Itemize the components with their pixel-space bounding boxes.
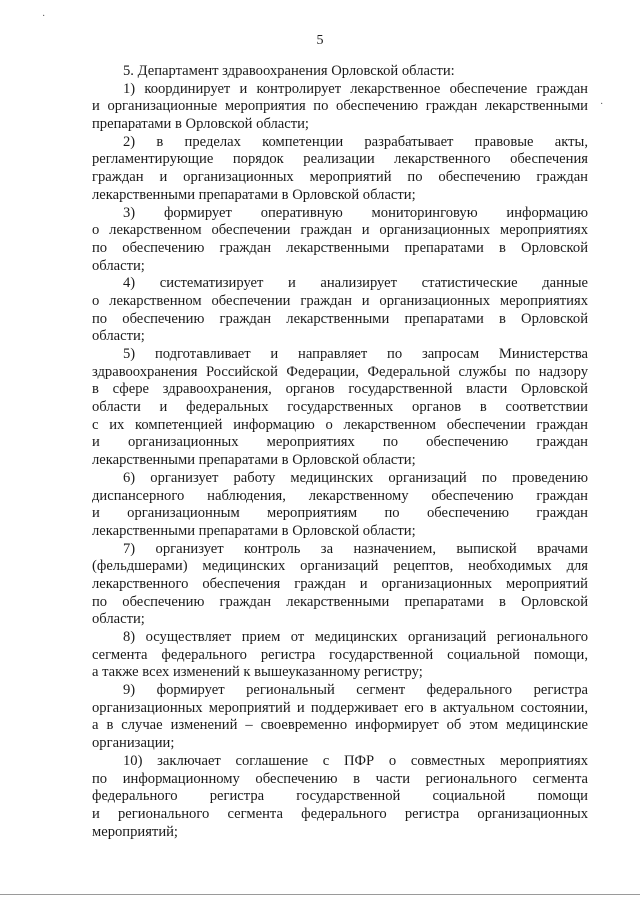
paragraph-line: и организационных мероприятиях по обеспечению граждан [92,434,588,451]
paragraph-line: и организационные мероприятия по обеспечению граждан лекарственными [92,98,588,115]
paragraph-line: граждан и организационных мероприятий по обеспечению граждан [92,169,588,186]
paragraph-line: лекарственными препаратами в Орловской области; [92,522,416,539]
paragraph [92,275,588,346]
paragraph-line: (фельдшерами) медицинских организаций рецептов, необходимых для [92,558,588,575]
paragraph [92,470,588,541]
paragraph [92,629,588,682]
paragraph-line: а также всех изменений к вышеуказанному регистру; [92,664,423,681]
paragraph-line: препаратами в Орловской области; [92,116,309,133]
paragraph-line: мероприятий; [92,823,178,840]
paragraph-line: области; [92,257,145,274]
paragraph-line: 5) подготавливает и направляет по запросам Министерства [123,346,588,362]
paragraph-line: здравоохранения Российской Федерации, Федеральной службы по надзору [92,363,588,380]
paragraph [92,81,588,134]
paragraph-line: по обеспечению граждан лекарственными препаратами в Орловской [92,310,588,327]
paragraph [92,753,588,841]
paragraph-line: организационных мероприятий и поддерживает его в актуальном состоянии, [92,699,588,716]
paragraph [92,205,588,276]
paragraph-line: области; [92,611,145,628]
paragraph-line: 1) координирует и контролирует лекарственное обеспечение граждан [123,80,588,97]
paragraph-line: лекарственного обеспечения граждан и организационных мероприятий [92,575,588,592]
paragraph-line: 4) систематизирует и анализирует статистические данные [123,275,588,292]
paragraph-line: в сфере здравоохранения, органов государственной власти Орловской [92,381,588,398]
paragraph-line: 7) организует контроль за назначением, выпиской врачами [123,540,588,557]
page-bottom-edge [0,894,640,895]
paragraph-line: сегмента федерального регистра государственной социальной помощи, [92,646,588,663]
paragraph [92,541,588,629]
paragraph-line: и организационным мероприятиям по обеспечению граждан [92,505,588,522]
paragraph-line: 2) в пределах компетенции разрабатывает правовые акты, [123,133,588,150]
paragraph-line: а в случае изменений – своевременно информирует об этом медицинские [92,717,588,734]
paragraph-line: организации; [92,735,175,752]
paragraph-line: федерального регистра государственной социальной помощи [92,788,588,805]
paragraph-line: области; [92,328,145,345]
paragraph-line: 9) формирует региональный сегмент федерального регистра [123,682,588,699]
paragraph-line: по обеспечению граждан лекарственными препаратами в Орловской [92,593,588,610]
paragraph-line: 10) заключает соглашение с ПФР о совместных мероприятиях [123,752,588,769]
scan-speck-mark: · [42,11,46,22]
paragraph-line: 3) формирует оперативную мониторинговую информацию [123,204,588,221]
paragraph-line: лекарственными препаратами в Орловской области; [92,186,416,203]
scan-speck-mark: · [600,99,604,110]
page-number: 5 [316,33,324,48]
paragraph-line: по информационному обеспечению в части регионального сегмента [92,770,588,787]
paragraph-line: о лекарственном обеспечении граждан и организационных мероприятиях [92,292,588,309]
paragraph-line: диспансерного наблюдения, лекарственному обеспечению граждан [92,487,588,504]
paragraph-line: регламентирующие порядок реализации лекарственного обеспечения [92,151,588,168]
paragraph-line: по обеспечению граждан лекарственными препаратами в Орловской [92,239,588,256]
paragraph-line: 5. Департамент здравоохранения Орловской области: [123,63,455,79]
paragraph [92,346,588,470]
paragraph [92,134,588,205]
document-body [92,63,588,841]
paragraph [92,682,588,753]
paragraph-line: лекарственными препаратами в Орловской области; [92,452,416,469]
paragraph-line: области и федеральных государственных органов в соответствии [92,399,588,416]
paragraph-line: 6) организует работу медицинских организаций по проведению [123,469,588,486]
paragraph-line: с их компетенцией информацию о лекарственном обеспечении граждан [92,416,588,433]
paragraph-line: и регионального сегмента федерального регистра организационных [92,805,588,822]
paragraph-line: о лекарственном обеспечении граждан и организационных мероприятиях [92,222,588,239]
paragraph [92,63,588,81]
paragraph-line: 8) осуществляет прием от медицинских организаций регионального [123,629,588,645]
